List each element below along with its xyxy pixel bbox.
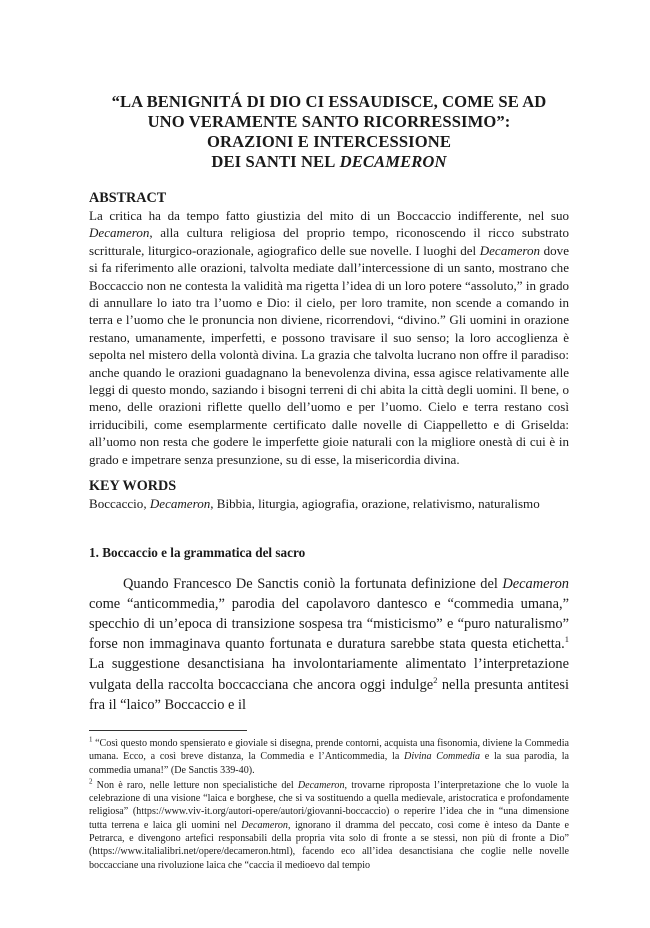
keywords-part: Boccaccio, (89, 496, 150, 512)
section-1-title: 1. Boccaccio e la grammatica del sacro (89, 544, 306, 560)
footnote-part: , trovarne riproposta l’interpretazione che lo vuole la celebrazione di una visione “laica e borghese, che si va sostituendo a quella medievale, aristocratica e profondamente religiosa” (https://www.viv-it.org/autori-opere/autori/giovanni-boccaccio) o reperire l’idea che in “una dimensione tutta terrena e laica gli uomini nel (89, 779, 569, 831)
title-line-4-italic: DECAMERON (339, 152, 447, 171)
abstract-part: La critica ha da tempo fatto giustizia del mito di un Boccaccio indifferente, nel suo (89, 208, 569, 223)
abstract-italic: Decameron (89, 225, 150, 241)
title-line-4-prefix: DEI SANTI NEL (211, 152, 336, 171)
footnote-number: 1 (89, 735, 93, 744)
title-line-2: UNO VERAMENTE SANTO RICORRESSIMO”: (147, 112, 511, 131)
abstract-part: dove si fa riferimento alle orazioni, talvolta mediate dall’intercessione di un santo, mostrano che Boccaccio non ne contesta la validità ma rigetta l’idea di un loro potere “assoluto,” in grado di annullare lo iato tra l’uomo e Dio: il cielo, per loro tramite, non scende a comando in terra e l’uomo che le pronuncia non diviene, ricorrendovi, “divino.” Gli uomini in orazione restano, umanamente, imperfetti, e possono travisare il suo senso; la loro accoglienza è sepolta nel mistero della volontà divina. La grazia che talvolta lucrano non offre il paradiso: anche quando le orazioni guadagnano la benevolenza divina, essa agisce relativamente alle leggi di questo mondo, saziando i bisogni terreni di chi abita la città degli uomini. Il bene, o meno, delle orazioni riflette quello dell’uomo e per l’uomo. Cielo e terra restano così irriducibili, come esemplarmente certificato dalle novelle di Ciappelletto e di Griselda: all’uomo non resta che godere le imperfette gioie naturali con la migliore onestà di cui è in grado e impetrare senza presunzione, su di esse, la misericordia divina. (89, 242, 569, 467)
keywords-part: , Bibbia, liturgia, agiografia, orazione, relativismo, naturalismo (210, 496, 540, 512)
keywords-heading: KEY WORDS (89, 478, 177, 495)
title-line-1: “LA BENIGNITÁ DI DIO CI ESSAUDISCE, COME SE AD (111, 92, 547, 111)
title-line-4 (89, 152, 569, 172)
paragraph-part: nella presunta antitesi fra il “laico” Boccaccio e il (89, 676, 569, 713)
paper-page (89, 92, 569, 874)
footnote-italic: Divina Commedia (404, 751, 480, 763)
footnote-italic: Decameron (297, 779, 345, 791)
footnote-italic: Decameron (241, 819, 288, 831)
abstract-italic: Decameron (479, 242, 541, 258)
footnote-divider (89, 730, 247, 731)
abstract-part: , alla cultura religiosa del proprio tempo, riconoscendo il ricco substrato scritturale, liturgico-orazionale, agiografico delle sue novelle. I luoghi del (89, 225, 569, 258)
article-title (89, 92, 569, 172)
footnote-1 (89, 737, 569, 777)
keywords-italic: Decameron (149, 496, 211, 512)
footnote-part: Non è raro, nelle letture non specialistiche del (92, 779, 298, 791)
footnote-part: , ignorano il dramma del peccato, così come è inteso da Dante e Petrarca, e divengono artefici responsabili della propria vita solo di fronte a se stessi, non più di fronte a Dio” (https://www.italialibri.net/opere/decameron.html), facendo eco all’idea desanctisiana che coglie nelle novelle boccacciane una rivoluzione laica che “caccia il medioevo dal tempio (89, 819, 569, 871)
footnote-part: e la sua parodia, la commedia umana!” (De Sanctis 339-40). (89, 751, 569, 776)
paragraph-part: come “anticommedia,” parodia del capolavoro dantesco e “commedia umana,” specchio di un’epoca di transizione sospesa tra “misticismo” e “puro naturalismo” forse non immaginava quanto fortunata e duratura sarebbe stata questa etichetta. (89, 595, 569, 653)
section-1-paragraph (89, 574, 569, 715)
footnote-ref-2[interactable]: 2 (433, 674, 438, 685)
abstract-text (89, 207, 569, 468)
footnote-ref-1[interactable]: 1 (564, 634, 569, 645)
title-line-3: ORAZIONI E INTERCESSIONE (207, 132, 451, 151)
abstract-heading: ABSTRACT (89, 190, 167, 206)
footnote-number: 2 (89, 777, 93, 786)
paragraph-italic: Decameron (502, 575, 569, 592)
paragraph-part: Quando Francesco De Sanctis coniò la fortunata definizione del (123, 575, 503, 592)
keywords-text (89, 495, 569, 512)
footnote-part: “Così questo mondo spensierato e gioviale si disegna, prende contorni, acquista una fisonomia, diviene la Commedia umana. Ecco, a così breve distanza, la Commedia e l’Anticommedia, la (89, 737, 569, 763)
footnote-2 (89, 779, 569, 872)
paragraph-part: La suggestione desanctisiana ha involontariamente alimentato l’interpretazione vulgata della raccolta boccacciana che ancora oggi indulge (89, 656, 569, 693)
